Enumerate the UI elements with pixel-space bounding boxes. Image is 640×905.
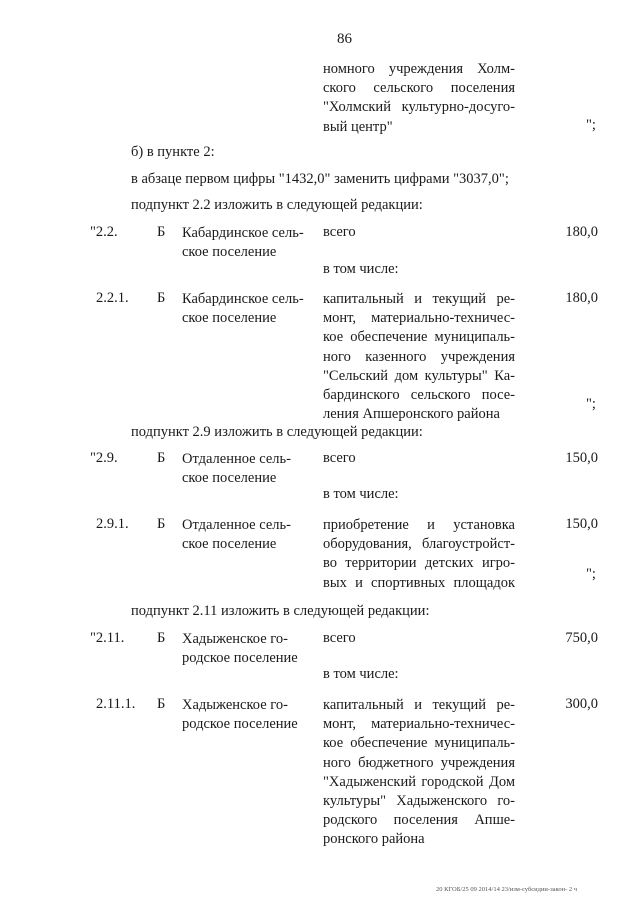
text-line: культуры" Хадыженского го- [323,793,515,810]
text-line: родское поселение [182,716,298,733]
row-subheading: в том числе: [323,666,399,682]
text-line: Кабардинское сель- [182,225,304,241]
row-amount: 750,0 [565,630,598,646]
text-line: ного бюджетного учреждения [323,754,515,771]
footer-note: 20 КГОБ/25 09 2014/14 23/изм-субсидии-закон- 2 ч [436,886,578,893]
row-letter: Б [157,630,166,646]
text-line: оборудования, благоустройст- [323,536,515,553]
row-description: всего [323,630,356,646]
paragraph-2-9: подпункт 2.9 изложить в следующей редакции: [131,424,423,440]
closing-quote: "; [586,117,596,133]
text-line: монт, материально-техничес- [323,310,515,327]
intro-continuation [323,60,515,137]
row-description [323,516,515,593]
text-line: капитальный и текущий ре- [323,697,515,713]
row-number: "2.9. [90,450,118,466]
text-line: номного учреждения Холм- [323,61,515,77]
text-line: Хадыженское го- [182,631,288,647]
paragraph-b: б) в пункте 2: [131,144,215,160]
text-line: "Сельский дом культуры" Ка- [323,367,515,384]
row-recipient [182,516,322,554]
row-letter: Б [157,516,166,532]
text-line: вый центр" [323,118,393,135]
text-line: приобретение и установка [323,517,515,533]
row-subheading: в том числе: [323,486,399,502]
text-line: родского поселения Апше- [323,812,515,829]
row-recipient [182,630,322,668]
row-amount: 180,0 [565,290,598,306]
text-line: ское поселение [182,310,277,327]
row-amount: 150,0 [565,450,598,466]
text-line: ское поселение [182,244,277,261]
text-line: бардинского сельского посе- [323,387,515,404]
row-number: "2.11. [90,630,125,646]
page-number: 86 [337,31,352,47]
text-line: кое обеспечение муниципаль- [323,329,515,346]
text-line: ского сельского поселения [323,80,515,97]
row-letter: Б [157,450,166,466]
text-line: ления Апшеронского района [323,406,500,423]
row-description: всего [323,224,356,240]
text-line: "Холмский культурно-досуго- [323,99,515,116]
text-line: Хадыженское го- [182,697,288,713]
text-line: ронского района [323,831,425,848]
row-number: 2.9.1. [96,516,129,532]
text-line: ного казенного учреждения [323,348,515,365]
row-description: всего [323,450,356,466]
row-letter: Б [157,696,166,712]
row-number: 2.11.1. [96,696,136,712]
row-recipient [182,696,322,734]
row-number: 2.2.1. [96,290,129,306]
closing-quote: "; [586,566,596,582]
row-amount: 150,0 [565,516,598,532]
text-line: ское поселение [182,536,277,553]
row-letter: Б [157,224,166,240]
row-letter: Б [157,290,166,306]
row-description [323,290,515,424]
text-line: "Хадыженский городской Дом [323,773,515,790]
paragraph-abzac: в абзаце первом цифры "1432,0" заменить цифрами "3037,0"; [131,171,509,187]
text-line: ское поселение [182,470,277,487]
text-line: Отдаленное сель- [182,451,291,467]
row-amount: 300,0 [565,696,598,712]
paragraph-2-2: подпункт 2.2 изложить в следующей редакции: [131,197,423,213]
text-line: во территории детских игро- [323,555,515,572]
text-line: Отдаленное сель- [182,517,291,533]
row-recipient [182,450,322,488]
row-subheading: в том числе: [323,261,399,277]
row-number: "2.2. [90,224,118,240]
text-line: вых и спортивных площадок [323,574,515,591]
paragraph-2-11: подпункт 2.11 изложить в следующей редакции: [131,603,430,619]
text-line: Кабардинское сель- [182,291,304,307]
text-line: капитальный и текущий ре- [323,291,515,307]
text-line: монт, материально-техничес- [323,716,515,733]
text-line: кое обеспечение муниципаль- [323,735,515,752]
row-recipient [182,290,322,328]
text-line: родское поселение [182,650,298,667]
row-description [323,696,515,850]
closing-quote: "; [586,396,596,412]
row-recipient [182,224,322,262]
row-amount: 180,0 [565,224,598,240]
